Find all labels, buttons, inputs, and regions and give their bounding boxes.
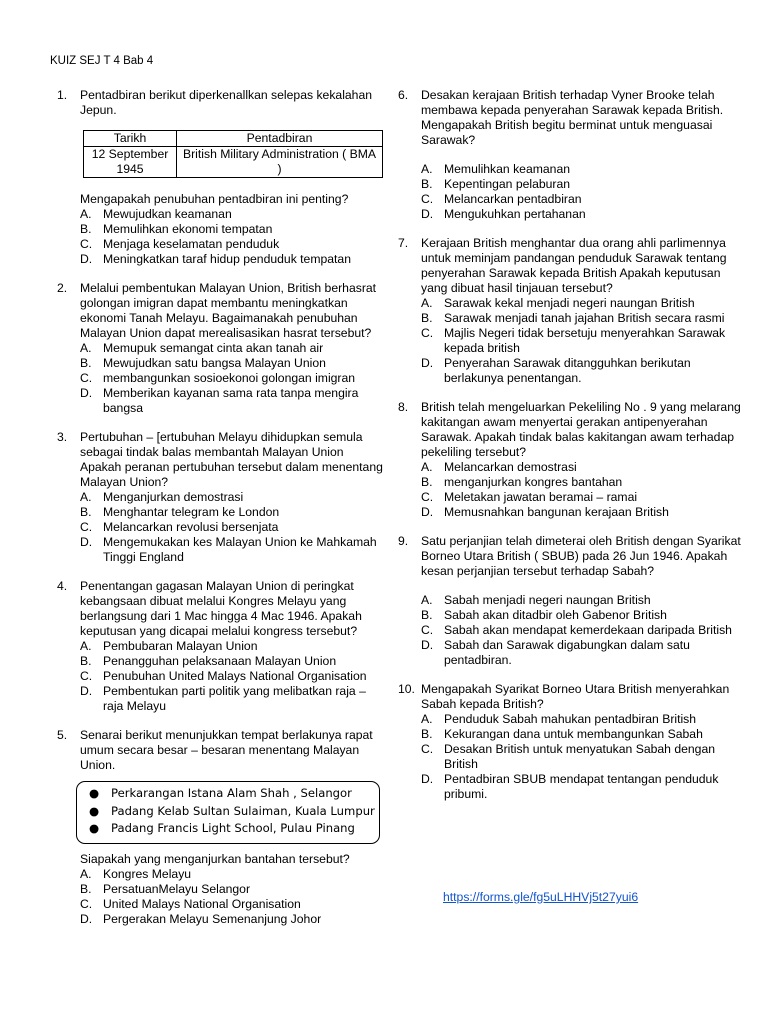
question-subprompt: Siapakah yang menganjurkan bantahan tersebut? xyxy=(80,851,350,866)
option-d[interactable]: D. Mengukuhkan pertahanan xyxy=(421,207,586,221)
form-link[interactable]: https://forms.gle/fg5uLHHVj5t27yui6 xyxy=(443,890,639,904)
list-item: ● Padang Francis Light School, Pulau Pinang xyxy=(89,820,379,838)
option-c[interactable]: C. Penubuhan United Malays National Organisation xyxy=(80,669,367,683)
option-a[interactable]: A. Memupuk semangat cinta akan tanah air xyxy=(80,341,324,355)
option-list xyxy=(421,712,743,802)
option-a[interactable]: A. Menganjurkan demostrasi xyxy=(80,490,244,504)
option-d[interactable]: D. Penyerahan Sarawak ditangguhkan berikutan berlakunya penentangan. xyxy=(421,356,691,385)
option-b[interactable]: B. Sarawak menjadi tanah jajahan British secara rasmi xyxy=(421,311,725,325)
option-list xyxy=(80,490,387,565)
option-c[interactable]: C. Melancarkan revolusi bersenjata xyxy=(80,520,279,534)
question-number: 1. xyxy=(57,88,68,102)
question-number: 2. xyxy=(57,281,68,295)
option-d[interactable]: D. Memberikan kayanan sama rata tanpa mengira bangsa xyxy=(80,386,359,415)
option-a[interactable]: A. Penduduk Sabah mahukan pentadbiran British xyxy=(421,712,697,726)
question-2 xyxy=(57,281,387,416)
question-stem: Satu perjanjian telah dimeterai oleh British dengan Syarikat Borneo Utara British ( SBUB) pada 26 Jun 1946. Apakah kesan perjanjian tersebut terhadap Sabah? xyxy=(421,534,741,578)
option-d[interactable]: D. Pembentukan parti politik yang melibatkan raja – raja Melayu xyxy=(80,684,366,713)
option-c[interactable]: C. Melancarkan pentadbiran xyxy=(421,192,582,206)
option-d[interactable]: D. Pergerakan Melayu Semenanjung Johor xyxy=(80,911,322,926)
list-item: ● Perkarangan Istana Alam Shah , Selangor xyxy=(89,785,379,803)
table-header: Pentadbiran xyxy=(177,131,383,147)
option-b[interactable]: B. Memulihkan ekonomi tempatan xyxy=(80,222,273,236)
question-subprompt: Mengapakah penubuhan pentadbiran ini penting? xyxy=(80,192,349,206)
option-d[interactable]: D. Sabah dan Sarawak digabungkan dalam satu pentadbiran. xyxy=(421,638,690,667)
option-c[interactable]: C. Desakan British untuk menyatukan Sabah dengan British xyxy=(421,742,716,771)
option-a[interactable]: A. Melancarkan demostrasi xyxy=(421,460,577,474)
option-a[interactable]: A. Kongres Melayu xyxy=(80,866,192,881)
option-a[interactable]: A. Memulihkan keamanan xyxy=(421,162,571,176)
table-header: Tarikh xyxy=(84,131,177,147)
question-stem: Senarai berikut menunjukkan tempat berlakunya rapat umum secara besar – besaran menentang Malayan Union. xyxy=(80,728,373,772)
list-item: ● Padang Kelab Sultan Sulaiman, Kuala Lumpur xyxy=(89,803,379,821)
question-9 xyxy=(398,534,743,668)
question-stem: Pertubuhan – [ertubuhan Melayu dihidupkan semula sebagai tindak balas membantah Malayan Union Apakah peranan pertubuhan tersebut dalam menentang Malayan Union? xyxy=(80,430,383,489)
option-b[interactable]: B. Menghantar telegram ke London xyxy=(80,505,280,519)
option-a[interactable]: A. Pembubaran Malayan Union xyxy=(80,639,258,653)
question-7 xyxy=(398,236,743,386)
question-number: 9. xyxy=(398,534,409,548)
option-d[interactable]: D. Mengemukakan kes Malayan Union ke Mahkamah Tinggi England xyxy=(80,535,377,564)
left-column xyxy=(57,88,387,941)
option-d[interactable]: D. Meningkatkan taraf hidup penduduk tempatan xyxy=(80,252,351,266)
option-d[interactable]: D. Memusnahkan bangunan kerajaan British xyxy=(421,505,669,519)
option-list xyxy=(80,207,387,267)
option-list xyxy=(421,162,743,222)
question-8 xyxy=(398,400,743,520)
question-10 xyxy=(398,682,743,802)
question-stem: Pentadbiran berikut diperkenallkan selepas kekalahan Jepun. xyxy=(80,88,373,117)
places-box xyxy=(76,781,380,844)
option-c[interactable]: C. Menjaga keselamatan penduduk xyxy=(80,237,280,251)
option-b[interactable]: B. Kekurangan dana untuk membangunkan Sabah xyxy=(421,727,703,741)
option-c[interactable]: C. Meletakan jawatan beramai – ramai xyxy=(421,490,638,504)
option-list xyxy=(421,460,743,520)
question-stem: Kerajaan British menghantar dua orang ahli parlimennya untuk meminjam pandangan penduduk Sarawak tentang penyerahan Sarawak kepada British Apakah keputusan yang dibuat hasil tinjauan tersebut? xyxy=(421,236,727,295)
question-number: 7. xyxy=(398,236,409,250)
question-stem: Penentangan gagasan Malayan Union di peringkat kebangsaan dibuat melalui Kongres Melayu yang berlangsung dari 1 Mac hingga 4 Mac 1946. Apakah keputusan yang dicapai melalui kongress tersebut? xyxy=(80,579,362,638)
option-list xyxy=(80,341,387,416)
table-cell: British Military Administration ( BMA ) xyxy=(177,147,383,178)
option-c[interactable]: C. United Malays National Organisation xyxy=(80,896,301,911)
option-c[interactable]: C. membangunkan sosioekonoi golongan imigran xyxy=(80,371,356,385)
bullet-icon: ● xyxy=(89,803,100,818)
question-6 xyxy=(398,88,743,222)
question-3 xyxy=(57,430,387,565)
option-c[interactable]: C. Sabah akan mendapat kemerdekaan daripada British xyxy=(421,623,732,637)
option-list xyxy=(421,296,743,386)
option-b[interactable]: B. Penangguhan pelaksanaan Malayan Union xyxy=(80,654,337,668)
option-a[interactable]: A. Mewujudkan keamanan xyxy=(80,207,232,221)
option-b[interactable]: B. Sabah akan ditadbir oleh Gabenor British xyxy=(421,608,667,622)
option-a[interactable]: A. Sabah menjadi negeri naungan British xyxy=(421,593,651,607)
table-cell: 12 September 1945 xyxy=(84,147,177,178)
option-list xyxy=(421,593,743,668)
question-stem: Mengapakah Syarikat Borneo Utara British menyerahkan Sabah kepada British? xyxy=(421,682,730,711)
option-b[interactable]: B. menganjurkan kongres bantahan xyxy=(421,475,623,489)
question-number: 10. xyxy=(398,682,415,696)
question-stem: British telah mengeluarkan Pekeliling No . 9 yang melarang kakitangan awam menyertai gerakan antipenyerahan Sarawak. Apakah tindak balas kakitangan awam terhadap pekeliling tersebut? xyxy=(421,400,741,459)
bullet-icon: ● xyxy=(89,786,100,800)
option-b[interactable]: B. Mewujudkan satu bangsa Malayan Union xyxy=(80,356,326,370)
question-number: 3. xyxy=(57,430,68,444)
question-1 xyxy=(57,88,387,267)
question-stem: Melalui pembentukan Malayan Union, British berhasrat golongan imigran dapat membantu meningkatkan ekonomi Tanah Melayu. Bagaimanakah penubuhan Malayan Union dapat merealisasikan hasrat tersebut? xyxy=(80,281,377,340)
option-b[interactable]: B. PersatuanMelayu Selangor xyxy=(80,881,251,896)
right-column xyxy=(398,88,743,816)
question-number: 8. xyxy=(398,400,409,414)
option-c[interactable]: C. Majlis Negeri tidak bersetuju menyerahkan Sarawak kepada british xyxy=(421,326,726,355)
question-number: 5. xyxy=(57,728,68,742)
question-number: 4. xyxy=(57,579,68,593)
quiz-title: KUIZ SEJ T 4 Bab 4 xyxy=(50,55,154,67)
administration-table xyxy=(83,130,383,178)
question-4 xyxy=(57,579,387,714)
question-number: 6. xyxy=(398,88,409,102)
option-a[interactable]: A. Sarawak kekal menjadi negeri naungan British xyxy=(421,296,695,310)
question-stem: Desakan kerajaan British terhadap Vyner Brooke telah membawa kepada penyerahan Sarawak kepada British. Mengapakah British begitu berminat untuk menguasai Sarawak? xyxy=(421,88,724,147)
question-5 xyxy=(57,728,387,927)
option-d[interactable]: D. Pentadbiran SBUB mendapat tentangan penduduk pribumi. xyxy=(421,772,719,801)
option-list xyxy=(80,639,387,714)
option-list xyxy=(80,867,387,927)
bullet-icon: ● xyxy=(89,821,100,835)
option-b[interactable]: B. Kepentingan pelaburan xyxy=(421,177,571,191)
